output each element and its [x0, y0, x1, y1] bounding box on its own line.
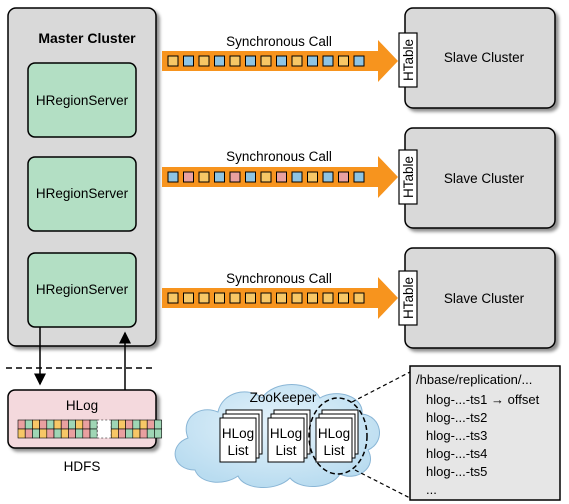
znode-entry: hlog-...-ts3: [426, 428, 488, 443]
call-cell: [308, 293, 318, 303]
call-arrow-3: [162, 271, 398, 319]
doc-line2: List: [275, 443, 297, 458]
region-server-label: HRegionServer: [35, 282, 129, 297]
hlog-cell: [61, 420, 68, 429]
hlog-cell: [40, 429, 47, 438]
hlog-cell: [133, 420, 140, 429]
call-cell: [215, 293, 225, 303]
region-server-2: [28, 157, 136, 231]
call-cell: [246, 56, 256, 66]
callout-line-top: [352, 372, 410, 402]
call-cell: [261, 293, 271, 303]
call-cell: [339, 56, 349, 66]
slave-cluster-label: Slave Cluster: [443, 50, 525, 65]
znode-entry: hlog-...-ts5: [426, 464, 488, 479]
hlog-cell: [140, 429, 147, 438]
znode-box: [410, 366, 560, 500]
call-cell: [323, 56, 333, 66]
call-cell: [354, 293, 364, 303]
call-cell: [168, 172, 178, 182]
hlog-list-doc-1: [220, 410, 262, 462]
call-cell: [168, 56, 178, 66]
hlog-cell: [61, 429, 68, 438]
call-arrow-2: [162, 149, 398, 198]
call-label: Synchronous Call: [226, 271, 332, 286]
htable-label: HTable: [401, 155, 416, 199]
call-cell: [261, 172, 271, 182]
call-cell: [230, 56, 240, 66]
doc-line1: HLog: [221, 426, 255, 441]
call-label: Synchronous Call: [226, 149, 332, 164]
znode-entry: hlog-...-ts1 → offset: [426, 392, 540, 407]
call-cell: [277, 293, 287, 303]
hlog-cell: [40, 420, 47, 429]
doc-line2: List: [323, 443, 345, 458]
hlog-list-doc-3: [316, 410, 358, 462]
hlog-cell: [47, 429, 54, 438]
call-cell: [261, 56, 271, 66]
hlog-cell: [126, 429, 133, 438]
call-label: Synchronous Call: [226, 34, 332, 49]
hlog-cell: [76, 420, 83, 429]
region-server-label: HRegionServer: [35, 186, 129, 201]
hlog-gap: [97, 420, 111, 438]
call-cell: [292, 56, 302, 66]
call-cell: [215, 172, 225, 182]
htable-label: HTable: [401, 276, 416, 320]
hlog-cell: [76, 429, 83, 438]
hdfs-label: HDFS: [63, 459, 101, 474]
call-cell: [323, 293, 333, 303]
call-cell: [277, 172, 287, 182]
hlog-cell: [54, 420, 61, 429]
hlog-cell: [154, 420, 161, 429]
hlog-cell: [140, 420, 147, 429]
call-cell: [184, 172, 194, 182]
callout-line-bottom: [355, 470, 410, 498]
call-cell: [199, 172, 209, 182]
call-cell: [292, 172, 302, 182]
hlog-list-doc-2: [268, 410, 310, 462]
hlog-cell: [47, 420, 54, 429]
slave-cluster-1: [399, 8, 555, 108]
hlog-cell: [32, 420, 39, 429]
call-cell: [230, 293, 240, 303]
call-cell: [354, 172, 364, 182]
call-cell: [184, 56, 194, 66]
hlog-label: HLog: [65, 398, 99, 413]
znode-entry: hlog-...-ts4: [426, 446, 488, 461]
hlog-box: [8, 390, 162, 448]
znode-entry: ...: [426, 482, 437, 497]
call-cell: [230, 172, 240, 182]
znode-path: /hbase/replication/...: [416, 372, 533, 387]
call-arrow-1: [162, 34, 398, 82]
region-server-3: [28, 253, 136, 327]
hlog-cell: [32, 429, 39, 438]
hlog-cell: [54, 429, 61, 438]
hlog-cell: [147, 429, 154, 438]
hlog-cell: [83, 429, 90, 438]
slave-cluster-label: Slave Cluster: [443, 171, 525, 186]
hlog-cell: [154, 429, 161, 438]
slave-cluster-label: Slave Cluster: [443, 291, 525, 306]
call-cell: [199, 293, 209, 303]
hlog-cell: [147, 420, 154, 429]
call-cell: [168, 293, 178, 303]
htable-label: HTable: [401, 38, 416, 82]
call-cell: [215, 56, 225, 66]
zookeeper-label: ZooKeeper: [249, 390, 317, 405]
region-server-1: [28, 63, 136, 137]
call-cell: [277, 56, 287, 66]
hlog-cell: [118, 429, 125, 438]
hlog-cell: [18, 420, 25, 429]
slave-cluster-3: [399, 248, 555, 348]
hlog-cell: [68, 429, 75, 438]
call-cell: [323, 172, 333, 182]
doc-line2: List: [227, 443, 249, 458]
hlog-cell: [25, 429, 32, 438]
call-cell: [292, 293, 302, 303]
call-cell: [246, 293, 256, 303]
call-cell: [339, 293, 349, 303]
znode-entry: hlog-...-ts2: [426, 410, 488, 425]
doc-line1: HLog: [317, 426, 351, 441]
hlog-cell: [18, 429, 25, 438]
hlog-cell: [111, 420, 118, 429]
call-cell: [308, 56, 318, 66]
call-cell: [339, 172, 349, 182]
region-server-label: HRegionServer: [35, 93, 129, 108]
hlog-cell: [83, 420, 90, 429]
hlog-cell: [90, 429, 97, 438]
hlog-cell: [133, 429, 140, 438]
call-cell: [246, 172, 256, 182]
hlog-cell: [111, 429, 118, 438]
call-cell: [354, 56, 364, 66]
master-cluster-title: Master Cluster: [38, 30, 136, 46]
doc-line1: HLog: [269, 426, 303, 441]
hlog-cell: [90, 420, 97, 429]
call-cell: [308, 172, 318, 182]
call-cell: [199, 56, 209, 66]
hlog-cell: [68, 420, 75, 429]
call-cell: [184, 293, 194, 303]
hlog-cell: [118, 420, 125, 429]
hlog-cells: [18, 420, 162, 438]
slave-cluster-2: [399, 128, 555, 228]
hlog-cell: [126, 420, 133, 429]
hlog-cell: [25, 420, 32, 429]
